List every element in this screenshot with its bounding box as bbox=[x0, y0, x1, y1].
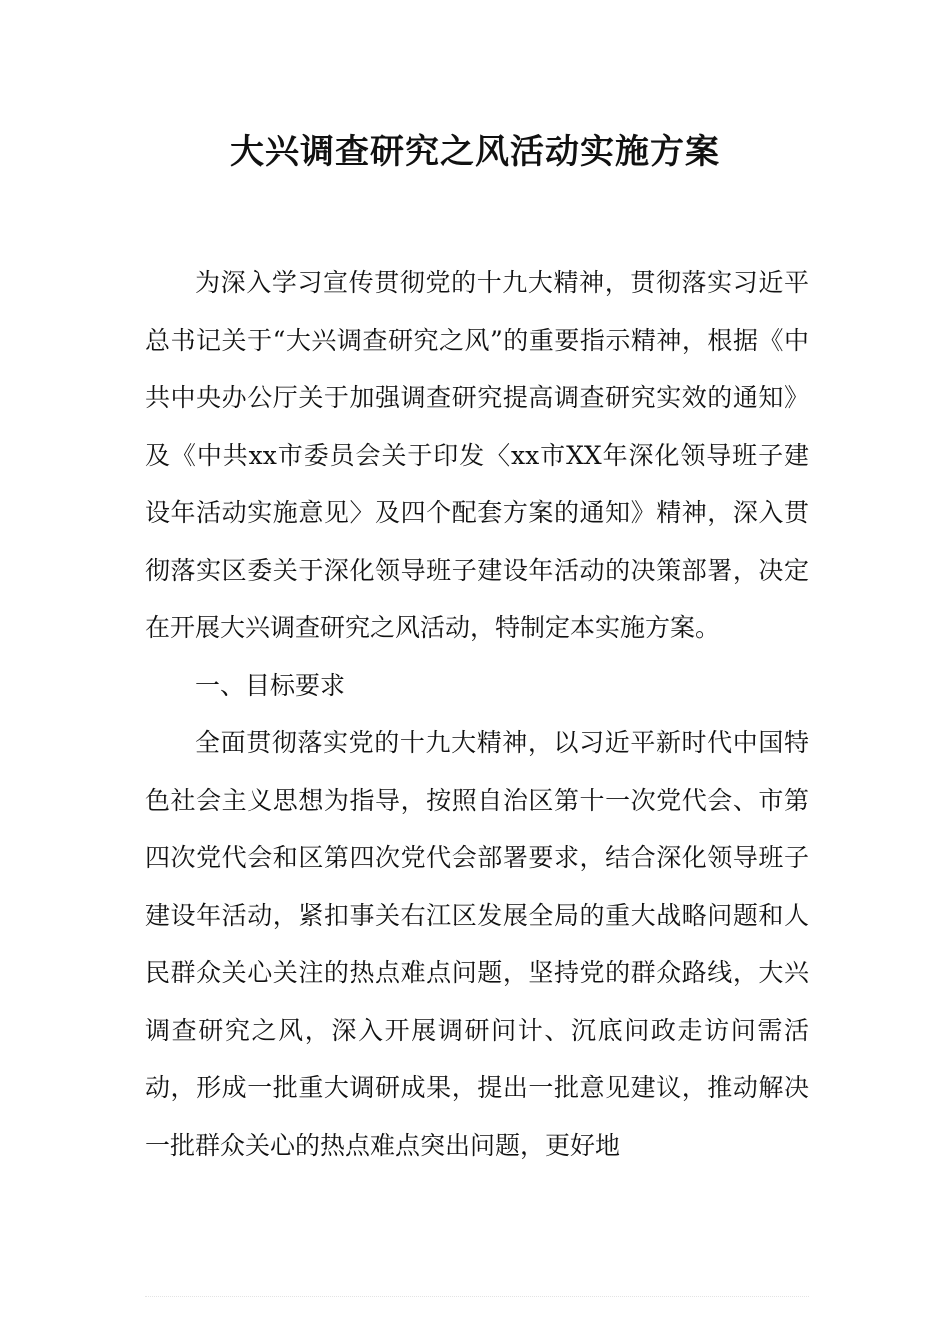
document-body bbox=[145, 254, 809, 1174]
section-heading-goals: 一、目标要求 bbox=[195, 670, 346, 700]
document-title: 大兴调查研究之风活动实施方案 bbox=[230, 132, 720, 172]
goals-paragraph: 全面贯彻落实党的十九大精神，以习近平新时代中国特色社会主义思想为指导，按照自治区第十一次党代会、市第四次党代会和区第四次党代会部署要求，结合深化领导班子建设年活动，紧扣事关右江区发展全局的重大战略问题和人民群众关心关注的热点难点问题，坚持党的群众路线，大兴调查研究之风，深入开展调研问计、沉底问政走访问需活动，形成一批重大调研成果，提出一批意见建议，推动解决一批群众关心的热点难点突出问题，更好地 bbox=[145, 728, 809, 1160]
page-bottom-divider bbox=[145, 1296, 809, 1297]
intro-paragraph: 为深入学习宣传贯彻党的十九大精神，贯彻落实习近平总书记关于“大兴调查研究之风”的重要指示精神，根据《中共中央办公厅关于加强调查研究提高调查研究实效的通知》及《中共xx市委员会关于印发〈xx市XX年深化领导班子建设年活动实施意见〉及四个配套方案的通知》精神，深入贯彻落实区委关于深化领导班子建设年活动的决策部署，决定在开展大兴调查研究之风活动，特制定本实施方案。 bbox=[145, 268, 809, 642]
